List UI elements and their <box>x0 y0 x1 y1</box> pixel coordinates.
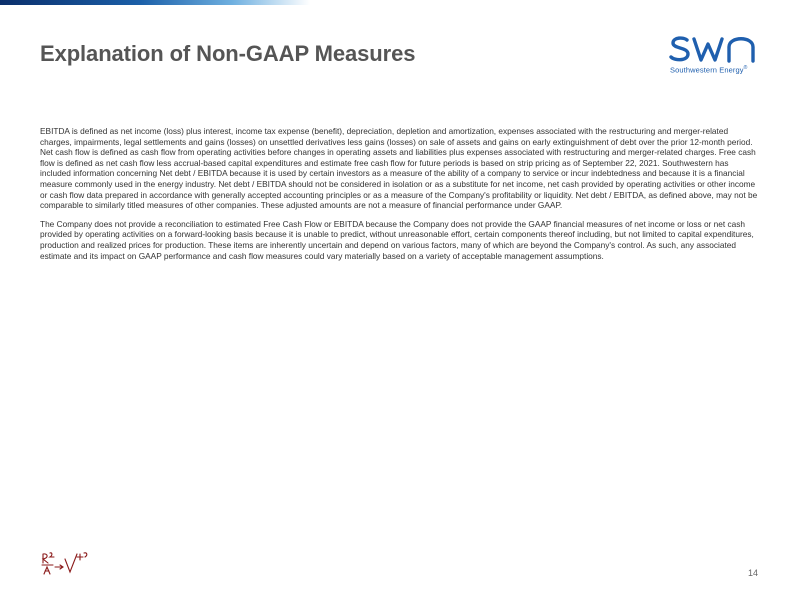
top-accent-bar <box>0 0 310 5</box>
company-logo <box>668 34 764 80</box>
signature-equation-graphic <box>40 550 110 580</box>
paragraph-ebitda-definition: EBITDA is defined as net income (loss) plus interest, income tax expense (benefit), depreciation, depletion and amortization, expenses associated with the restructuring and merger-related charges, impairments, legal settlements and gains (losses) on unsettled derivatives less gains (losses) on sale of assets and gains on early extinguishment of debt over the prior 12-month period. Net cash flow is defined as cash flow from operating activities before changes in operating assets and liabilities plus expenses associated with restructuring and merger-related charges. Free cash flow is defined as net cash flow less accrual-based capital expenditures and estimate free cash flow for future periods is based on strip pricing as of September 22, 2021. Southwestern has included information concerning Net debt / EBITDA because it is used by certain investors as a measure of the ability of a company to service or incur indebtedness and because it is a financial measure commonly used in the energy industry. Net debt / EBITDA should not be considered in isolation or as a substitute for net income, net cash provided by operating activities or other income or cash flow data prepared in accordance with generally accepted accounting principles or as a measure of the Company's profitability or liquidity. Net debt / EBITDA, as defined above, may not be comparable to similarly titled measures of other companies. These adjusted amounts are not a measure of financial performance under GAAP. <box>40 126 758 211</box>
page-title: Explanation of Non-GAAP Measures <box>40 41 416 66</box>
logo-wordmark: Southwestern Energy® <box>670 65 748 75</box>
paragraph-reconciliation-note: The Company does not provide a reconciliation to estimated Free Cash Flow or EBITDA because the Company does not provide the GAAP financial measures of net income or loss or net cash provided by operating activities on a forward-looking basis because it is unable to predict, without unreasonable effort, certain components thereof including, but not limited to capital expenditures, production and realized prices for production. These items are inherently uncertain and depend on various factors, many of which are beyond the Company's control. As such, any associated estimate and its impact on GAAP performance and cash flow measures could vary materially based on a variety of acceptable management assumptions. <box>40 218 754 261</box>
body-content <box>40 126 758 269</box>
swn-logo-mark <box>668 34 758 64</box>
page-number: 14 <box>747 568 758 578</box>
